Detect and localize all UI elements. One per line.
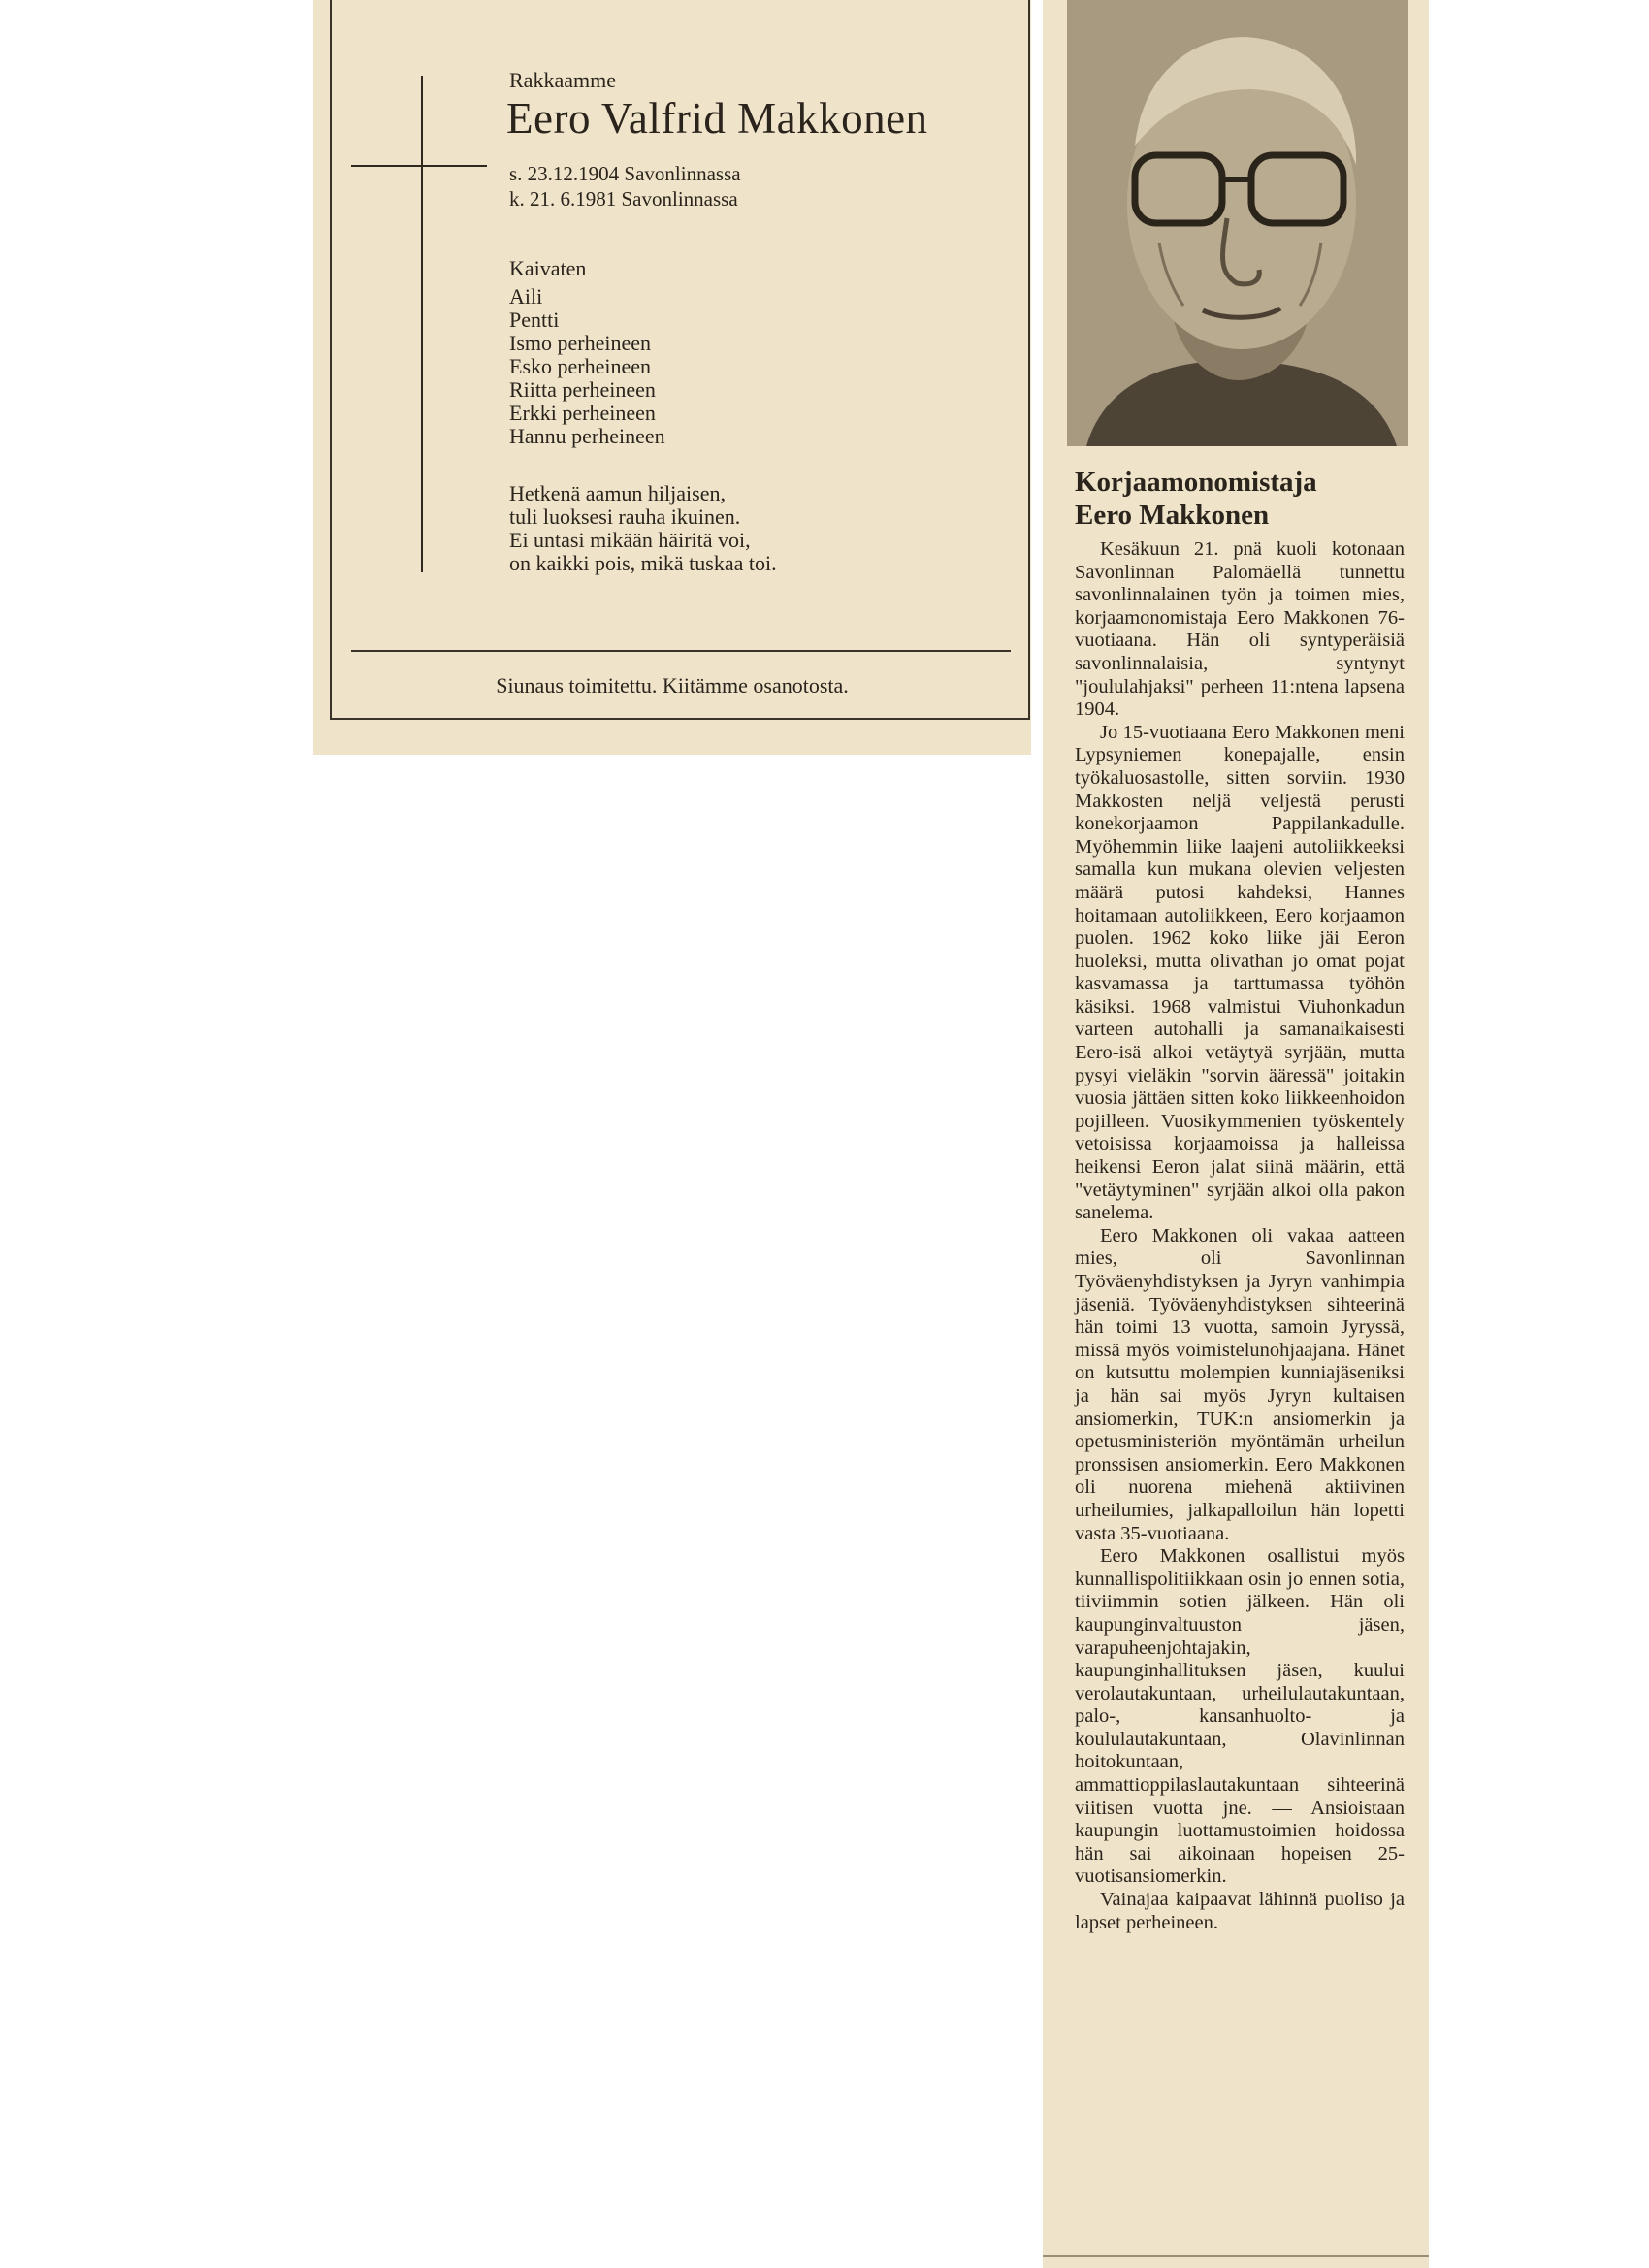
mourners-list xyxy=(509,285,665,448)
deceased-name: Eero Valfrid Makkonen xyxy=(506,94,928,143)
cross-vertical xyxy=(421,76,423,572)
mourner: Pentti xyxy=(509,308,560,332)
article-paragraph: Vainajaa kaipaavat lähinnä puoliso ja lapset perheineen. xyxy=(1075,1889,1405,1933)
portrait-illustration xyxy=(1067,0,1408,446)
clipping-edge xyxy=(1043,2255,1429,2257)
mourner: Esko perheineen xyxy=(509,354,651,378)
mourner: Erkki perheineen xyxy=(509,401,656,425)
article-headline xyxy=(1075,466,1317,532)
article-body xyxy=(1075,538,1405,1934)
article-paragraph: Jo 15-vuotiaana Eero Makkonen meni Lypsyniemen konepajalle, ensin työkaluosastolle, sitten sorviin. 1930 Makkosten neljä veljestä perusti konekorjaamon Pappilankadulle. Myöhemmin liike laajeni autoliikkeeksi samalla kun mukana olevien veljesten määrä putosi kahdeksi, Hannes hoitamaan autoliikkeen, Eero korjaamon puolen. 1962 koko liike jäi Eeron huoleksi, mutta olivathan jo omat pojat kasvamassa ja tarttumassa työhön käsiksi. 1968 valmistui Viuhonkadun varteen autohalli ja samanaikaisesti Eero-isä alkoi vetäytyä syrjään, mutta pysyi vieläkin "sorvin ääressä" joitakin vuosia jättäen sitten koko liikkeenhoidon pojilleen. Vuosikymmenien työskentely vetoisissa korjaamoissa ja halleissa heikensi Eeron jalat siinä määrin, että "vetäytyminen" syrjään alkoi olla pakon sanelema. xyxy=(1075,721,1405,1224)
mourner: Riitta perheineen xyxy=(509,377,656,402)
poem-line: tuli luoksesi rauha ikuinen. xyxy=(509,504,741,529)
death-date: k. 21. 6.1981 Savonlinnassa xyxy=(509,187,738,211)
cross-horizontal xyxy=(351,165,487,167)
mourners-label: Kaivaten xyxy=(509,256,587,280)
notice-divider xyxy=(351,650,1011,652)
birth-date: s. 23.12.1904 Savonlinnassa xyxy=(509,162,741,185)
article-paragraph: Eero Makkonen oli vakaa aatteen mies, oli Savonlinnan Työväenyhdistyksen ja Jyryn vanhimpia jäseniä. Työväenyhdistyksen sihteerinä hän toimi 13 vuotta, samoin Jyryssä, missä myös voimistelunohjaajana. Hänet on kutsuttu molempien kunniajäseniksi ja hän sai myös Jyryn kultaisen ansiomerkin, TUK:n ansiomerkin ja opetusministeriön myöntämän urheilun pronssisen ansiomerkin. Eero Makkonen oli nuorena miehenä aktiivinen urheilumies, jalkapalloilun hän lopetti vasta 35-vuotiaana. xyxy=(1075,1224,1405,1544)
poem-line: Hetkenä aamun hiljaisen, xyxy=(509,481,726,505)
memorial-poem xyxy=(509,482,777,575)
article-paragraph: Kesäkuun 21. pnä kuoli kotonaan Savonlinnan Palomäellä tunnettu savonlinnalainen työn ja toimen mies, korjaamonomistaja Eero Makkonen 76-vuotiaana. Hän oli syntyperäisiä savonlinnalaisia, syntynyt "joululahjaksi" perheen 11:ntena lapsena 1904. xyxy=(1075,538,1405,721)
notice-footer: Siunaus toimitettu. Kiitämme osanotosta. xyxy=(496,673,849,697)
poem-line: on kaikki pois, mikä tuskaa toi. xyxy=(509,551,777,575)
mourner: Ismo perheineen xyxy=(509,331,651,355)
mourner: Aili xyxy=(509,284,543,308)
mourner: Hannu perheineen xyxy=(509,424,665,448)
poem-line: Ei untasi mikään häiritä voi, xyxy=(509,528,751,552)
headline-line: Korjaamonomistaja xyxy=(1075,467,1317,498)
article-paragraph: Eero Makkonen osallistui myös kunnallispolitiikkaan osin jo ennen sotia, tiiviimmin sotien jälkeen. Hän oli kaupunginvaltuuston jäsen, varapuheenjohtajakin, kaupunginhallituksen jäsen, kuului verolautakuntaan, urheilulautakuntaan, palo-, kansanhuolto- ja koululautakuntaan, Olavinlinnan hoitokuntaan, ammattioppilaslautakuntaan sihteerinä viitisen vuotta jne. — Ansioistaan kaupungin luottamustoimien hoidossa hän sai aikoinaan hopeisen 25-vuotisansiomerkin. xyxy=(1075,1545,1405,1888)
life-dates xyxy=(509,161,741,211)
notice-intro: Rakkaamme xyxy=(509,68,616,92)
portrait-photo xyxy=(1067,0,1408,446)
headline-line: Eero Makkonen xyxy=(1075,500,1270,531)
